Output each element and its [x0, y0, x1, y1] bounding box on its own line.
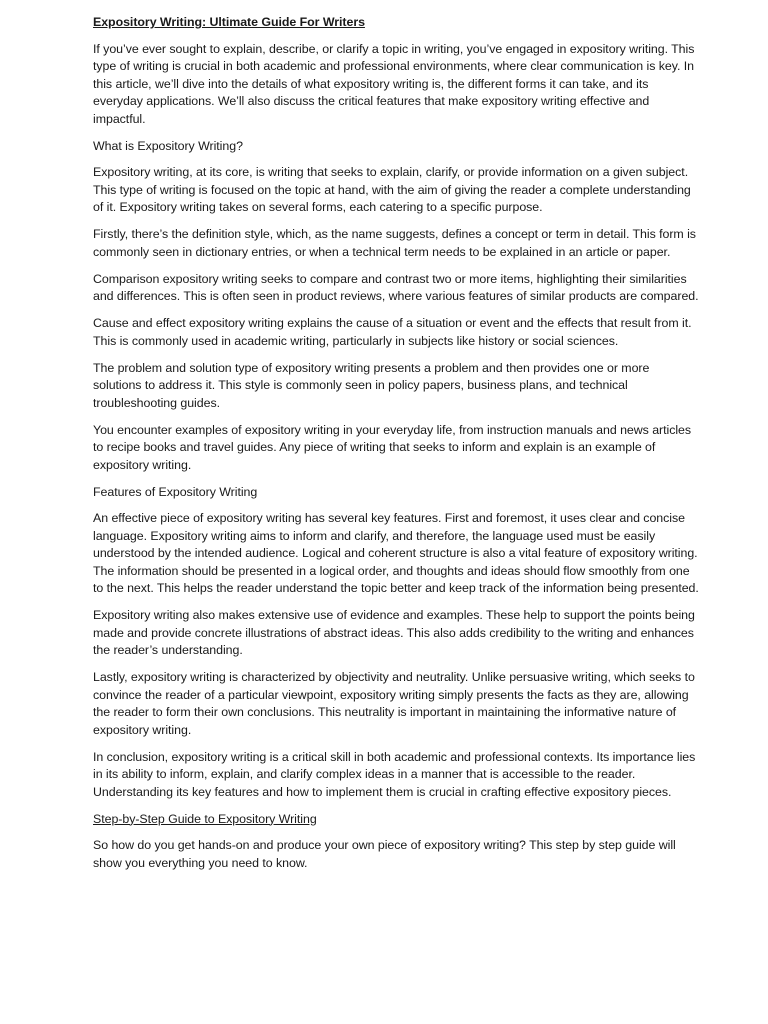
paragraph: Expository writing also makes extensive use of evidence and examples. These help to support the points being made and provide concrete illustrations of abstract ideas. This also adds credibility to the writing and enhances the reader’s understanding. [93, 608, 695, 657]
section-heading-what-is: What is Expository Writing? [93, 138, 243, 153]
paragraph: An effective piece of expository writing has several key features. First and foremost, it uses clear and concise language. Expository writing aims to inform and clarify, and therefore, the language used must be easily understood by the intended audience. Logical and coherent structure is also a vital feature of expository writing. The information should be presented in a logical order, and thoughts and ideas should flow smoothly from one to the next. This helps the reader understand the topic better and keep track of the information being presented. [93, 511, 699, 595]
document-page [93, 14, 700, 882]
paragraph: Cause and effect expository writing explains the cause of a situation or event and the effects that result from it. This is commonly used in academic writing, particularly in subjects like history or social sciences. [93, 316, 692, 348]
paragraph: Comparison expository writing seeks to compare and contrast two or more items, highlighting their similarities and differences. This is often seen in product reviews, where various features of similar products are compared. [93, 271, 699, 303]
intro-paragraph: If you’ve ever sought to explain, describe, or clarify a topic in writing, you’ve engaged in expository writing. This type of writing is crucial in both academic and professional environments, where clear communication is key. In this article, we’ll dive into the details of what expository writing is, the different forms it can take, and its everyday applications. We’ll also discuss the critical features that make expository writing effective and impactful. [93, 41, 695, 126]
paragraph: Expository writing, at its core, is writing that seeks to explain, clarify, or provide information on a given subject. This type of writing is focused on the topic at hand, with the aim of giving the reader a complete understanding of it. Expository writing takes on several forms, each catering to a specific purpose. [93, 165, 691, 214]
paragraph: So how do you get hands-on and produce your own piece of expository writing? This step by step guide will show you everything you need to know. [93, 838, 676, 870]
section-heading-step-by-step: Step-by-Step Guide to Expository Writing [93, 811, 317, 826]
document-title: Expository Writing: Ultimate Guide For Writers [93, 15, 365, 29]
paragraph: In conclusion, expository writing is a critical skill in both academic and professional contexts. Its importance lies in its ability to inform, explain, and clarify complex ideas in a manner that is accessible to the reader. Understanding its key features and how to implement them is crucial in crafting effective expository pieces. [93, 749, 696, 799]
paragraph: Lastly, expository writing is characterized by objectivity and neutrality. Unlike persuasive writing, which seeks to convince the reader of a particular viewpoint, expository writing simply presents the facts as they are, allowing the reader to form their own conclusions. This neutrality is important in maintaining the informative nature of expository writing. [93, 670, 695, 737]
section-heading-features: Features of Expository Writing [93, 484, 258, 499]
paragraph: The problem and solution type of expository writing presents a problem and then provides one or more solutions to address it. This style is commonly seen in policy papers, business plans, and technical troubleshooting guides. [93, 360, 650, 410]
paragraph: You encounter examples of expository writing in your everyday life, from instruction manuals and news articles to recipe books and travel guides. Any piece of writing that seeks to inform and explain is an example of expository writing. [93, 422, 692, 472]
paragraph: Firstly, there’s the definition style, which, as the name suggests, defines a concept or term in detail. This form is commonly seen in dictionary entries, or when a technical term needs to be explained in an article or paper. [93, 227, 696, 259]
